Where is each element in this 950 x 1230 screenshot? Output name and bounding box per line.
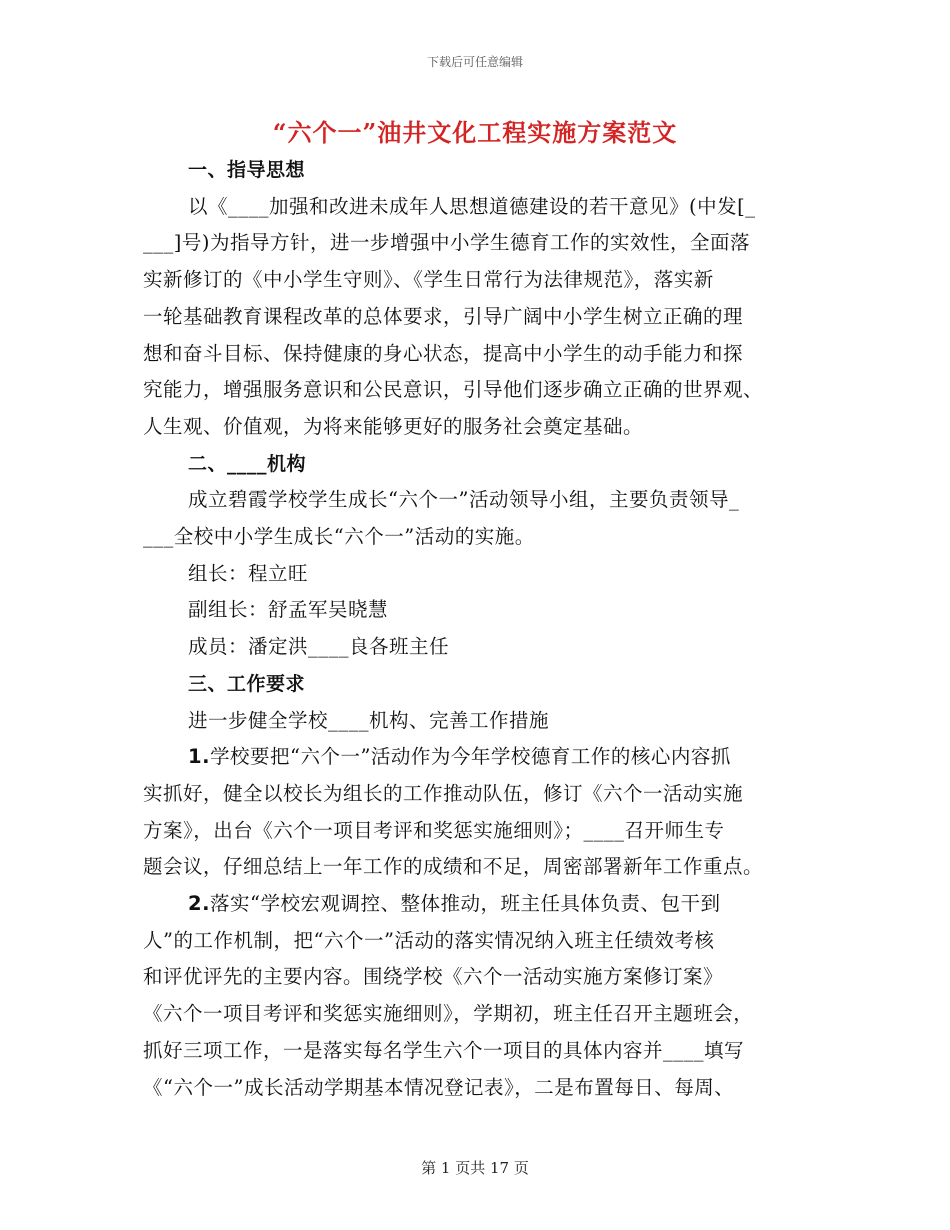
- paragraph-line: [143, 372, 813, 409]
- line-text: ___全校中小学生成长“六个一”活动的实施。: [143, 525, 535, 549]
- line-text: 题会议，仔细总结上一年工作的成绩和不足，周密部署新年工作重点。: [143, 855, 764, 879]
- document-body: [143, 152, 813, 1106]
- section-heading: [143, 446, 813, 483]
- line-text: 《“六个一”成长活动学期基本情况登记表》，二是布置每日、每周、: [143, 1075, 735, 1099]
- line-text: 实新修订的《中小学生守则》、《学生日常行为法律规范》，落实新: [143, 268, 714, 292]
- line-text: 想和奋斗目标、保持健康的身心状态，提高中小学生的动手能力和探: [143, 341, 744, 365]
- paragraph-line: [143, 336, 813, 373]
- paragraph-line: [143, 959, 813, 996]
- line-text: 学校要把“六个一”活动作为今年学校德育工作的核心内容抓: [209, 745, 731, 769]
- paragraph-line: [143, 519, 813, 556]
- line-text: 落实“学校宏观调控、整体推动，班主任具体负责、包干到: [209, 892, 721, 916]
- line-text: 和评优评先的主要内容。围绕学校《六个一活动实施方案修订案》: [143, 965, 724, 989]
- line-text: ___]号)为指导方针，进一步增强中小学生德育工作的实效性，全面落: [143, 231, 750, 255]
- paragraph-line: [143, 813, 813, 850]
- line-text: 实抓好，健全以校长为组长的工作推动队伍，修订《六个一活动实施: [143, 781, 744, 805]
- line-text: 究能力，增强服务意识和公民意识，引导他们逐步确立正确的世界观、: [143, 378, 764, 402]
- paragraph-line: [143, 849, 813, 886]
- paragraph-line: [143, 1070, 813, 1107]
- line-text: 成员：潘定洪____良各班主任: [188, 635, 450, 659]
- paragraph-line: [143, 409, 813, 446]
- paragraph-line: [143, 923, 813, 960]
- paragraph-line: [143, 189, 813, 226]
- paragraph-line: [143, 996, 813, 1033]
- paragraph-line: [143, 482, 813, 519]
- line-text: 一、指导思想: [188, 159, 306, 181]
- page-footer: 第 1 页共 17 页: [421, 1159, 529, 1177]
- line-text: 一轮基础教育课程改革的总体要求，引导广阔中小学生树立正确的理: [143, 304, 744, 328]
- line-text: 《六个一项目考评和奖惩实施细则》，学期初，班主任召开主题班会，: [143, 1002, 754, 1026]
- line-text: 三、工作要求: [188, 672, 306, 695]
- paragraph-line: [143, 299, 813, 336]
- paragraph-line: [143, 629, 813, 666]
- paragraph-line: [143, 776, 813, 813]
- line-text: 方案》，出台《六个一项目考评和奖惩实施细则》；____召开师生专: [143, 818, 725, 842]
- line-text: 抓好三项工作，一是落实每名学生六个一项目的具体内容并____填写: [143, 1038, 745, 1062]
- paragraph-line: [143, 556, 813, 593]
- line-text: 成立碧霞学校学生成长“六个一”活动领导小组，主要负责领导_: [188, 488, 740, 512]
- list-number: 1.: [188, 745, 210, 769]
- paragraph-line: [143, 1033, 813, 1070]
- paragraph-line: [143, 739, 813, 776]
- section-heading: [143, 666, 813, 703]
- line-text: 人生观、价值观，为将来能够更好的服务社会奠定基础。: [143, 414, 644, 438]
- paragraph-line: [143, 262, 813, 299]
- paragraph-line: [143, 703, 813, 740]
- section-heading: [143, 152, 813, 189]
- line-text: 副组长：舒孟军吴晓慧: [188, 598, 389, 622]
- line-text: 以《____加强和改进未成年人思想道德建设的若干意见》(中发[_: [188, 194, 756, 218]
- document-title: “六个一”油井文化工程实施方案范文: [272, 118, 678, 147]
- line-text: 组长：程立旺: [188, 561, 309, 585]
- paragraph-line: [143, 225, 813, 262]
- line-text: 二、____机构: [188, 452, 307, 475]
- line-text: 人”的工作机制，把“六个一”活动的落实情况纳入班主任绩效考核: [143, 928, 715, 952]
- page-header: 下载后可任意编辑: [426, 55, 523, 69]
- paragraph-line: [143, 886, 813, 923]
- paragraph-line: [143, 592, 813, 629]
- list-number: 2.: [188, 892, 210, 916]
- line-text: 进一步健全学校____机构、完善工作措施: [188, 708, 550, 732]
